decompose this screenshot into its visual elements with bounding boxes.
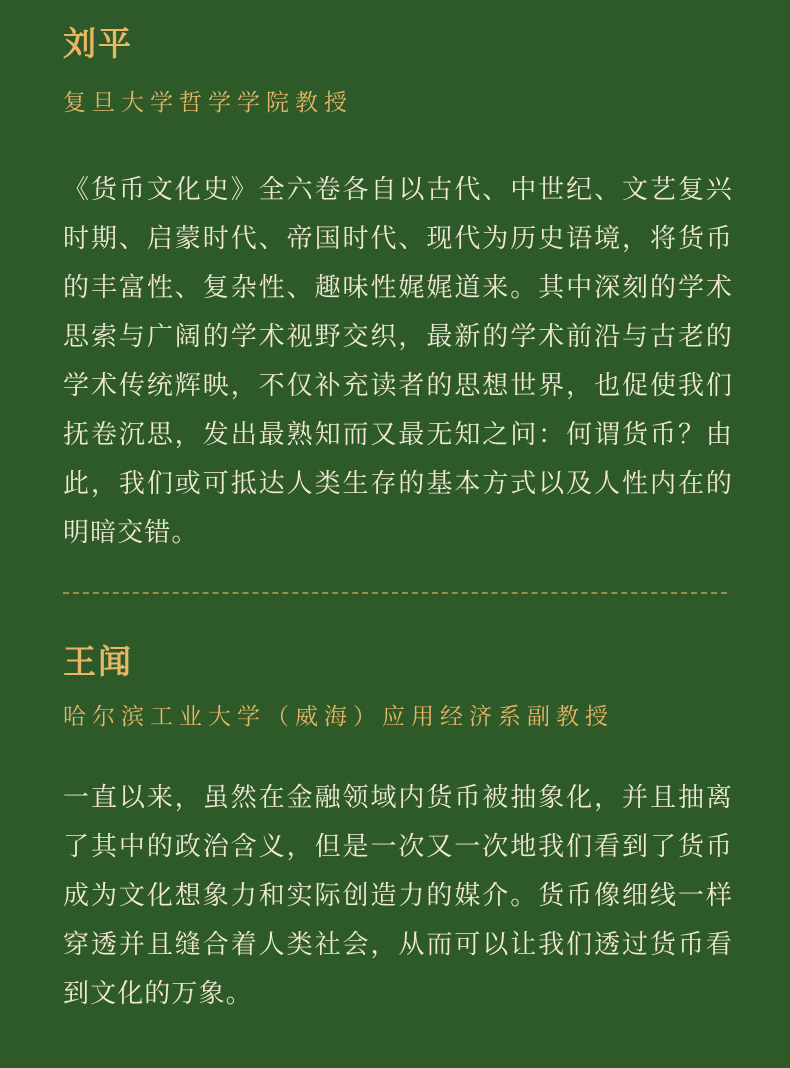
reviewer-name: 王闻 [63, 642, 133, 681]
review-section-2 [63, 640, 733, 1045]
review-text: 《货币文化史》全六卷各自以古代、中世纪、文艺复兴时期、启蒙时代、帝国时代、现代为历史语境，将货币的丰富性、复杂性、趣味性娓娓道来。其中深刻的学术思索与广阔的学术视野交织，最新的学术前沿与古老的学术传统辉映，不仅补充读者的思想世界，也促使我们抚卷沉思，发出最熟知而又最无知之问：何谓货币？由此，我们或可抵达人类生存的基本方式以及人性内在的明暗交错。 [63, 175, 733, 548]
reviewer-affiliation: 复旦大学哲学学院教授 [63, 90, 353, 116]
reviewer-affiliation: 哈尔滨工业大学（威海）应用经济系副教授 [63, 704, 614, 730]
review-section-1 [63, 22, 733, 584]
review-text: 一直以来，虽然在金融领域内货币被抽象化，并且抽离了其中的政治含义，但是一次又一次地我们看到了货币成为文化想象力和实际创造力的媒介。货币像细线一样穿透并且缝合着人类社会，从而可以让我们透过货币看到文化的万象。 [63, 783, 733, 1009]
reviewer-name: 刘平 [63, 24, 133, 63]
dashed-divider [63, 592, 727, 594]
